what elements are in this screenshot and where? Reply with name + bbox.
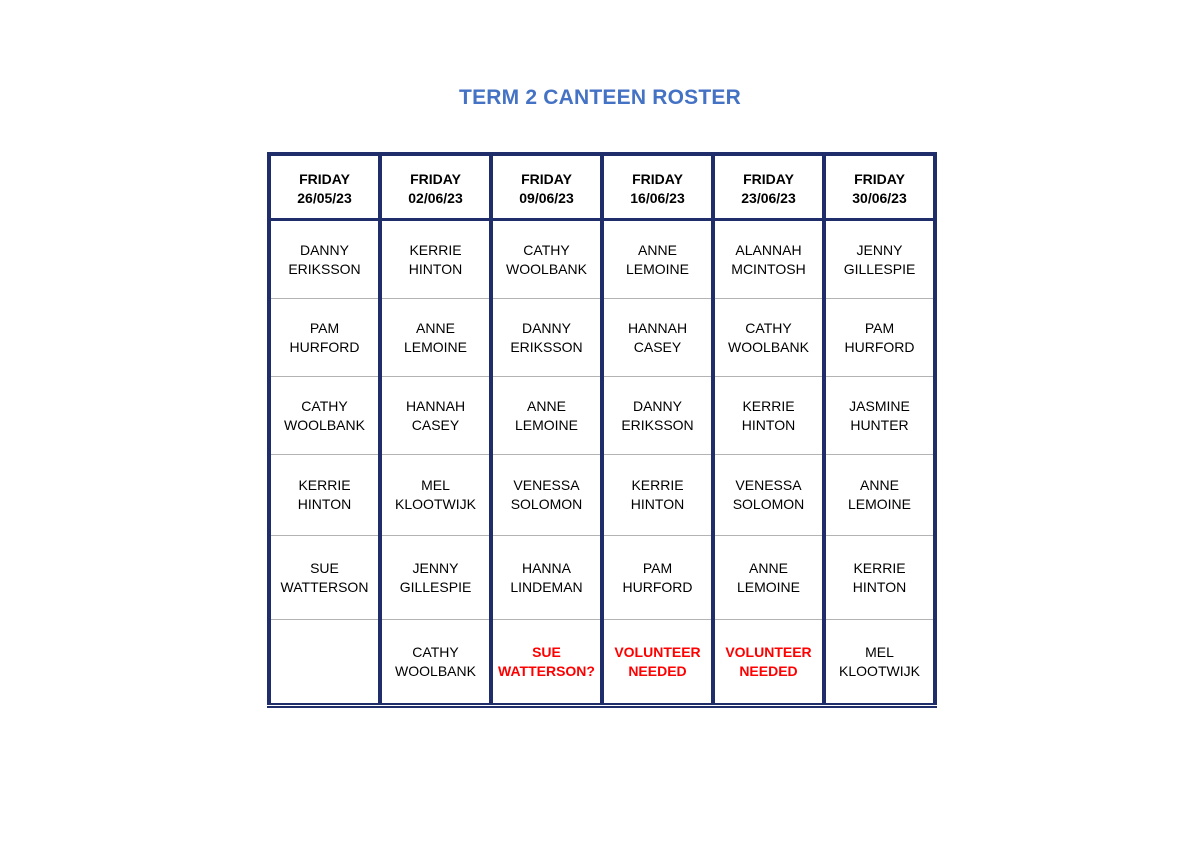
last-name: HINTON [630,496,685,512]
last-name: WATTERSON [280,578,369,595]
roster-cell [380,299,491,377]
last-name: CASEY [411,416,460,433]
last-name: KLOOTWIJK [395,496,476,512]
first-name: DANNY [521,319,571,336]
roster-cell [269,299,380,377]
roster-cell [269,220,380,299]
roster-cell [713,220,824,299]
roster-cell [824,536,935,620]
roster-cell [824,220,935,299]
first-name: HANNA [521,559,571,576]
last-name: HURFORD [622,578,693,595]
roster-cell [269,536,380,620]
roster-cell [602,220,713,299]
first-name: CATHY [301,397,348,414]
last-name: HINTON [297,496,352,512]
first-name: MEL [865,643,894,660]
roster-cell [491,220,602,299]
last-name: MCINTOSH [731,260,806,277]
roster-table [267,152,937,708]
roster-cell [713,377,824,455]
roster-cell [491,299,602,377]
first-name: HANNAH [627,319,688,336]
header-day: FRIDAY [521,171,572,187]
table-row [269,620,935,706]
last-name: ERIKSSON [510,338,583,355]
last-name: LINDEMAN [510,578,583,595]
header-date: 23/06/23 [741,190,796,206]
first-name: DANNY [632,397,682,414]
first-name: CATHY [412,643,459,660]
header-day: FRIDAY [854,171,905,187]
roster-cell [824,299,935,377]
first-name: KERRIE [631,477,684,493]
last-name: WOOLBANK [395,662,476,679]
first-name: ANNE [416,319,455,336]
roster-cell [713,299,824,377]
last-name: WOOLBANK [506,260,587,277]
first-name: CATHY [523,241,570,258]
header-date: 16/06/23 [630,190,685,206]
roster-cell [713,455,824,536]
header-day: FRIDAY [743,171,794,187]
last-name: HINTON [852,578,907,595]
roster-cell [380,220,491,299]
roster-cell [602,377,713,455]
volunteer-needed-cell [602,620,713,706]
first-name: VENESSA [735,477,802,493]
first-name: VENESSA [513,477,580,493]
roster-cell [491,455,602,536]
table-row [269,536,935,620]
last-name: KLOOTWIJK [839,662,920,679]
first-name: SUE [310,559,339,576]
roster-cell [713,536,824,620]
table-row [269,299,935,377]
roster-cell [491,377,602,455]
column-header [602,154,713,220]
last-name: HURFORD [844,338,915,355]
first-name: ANNE [749,559,788,576]
first-name: KERRIE [409,241,462,258]
header-day: FRIDAY [299,171,350,187]
first-name: ANNE [860,477,899,493]
header-day: FRIDAY [410,171,461,187]
page-title: TERM 2 CANTEEN ROSTER [459,86,741,109]
first-name: DANNY [299,241,349,258]
last-name: HINTON [741,416,796,433]
header-date: 30/06/23 [852,190,907,206]
first-name: HANNAH [405,397,466,414]
last-name: LEMOINE [847,496,911,512]
header-date: 02/06/23 [408,190,463,206]
last-name: LEMOINE [736,578,800,595]
table-row [269,220,935,299]
roster-cell [824,377,935,455]
first-name: SUE [532,643,561,660]
first-name: KERRIE [853,559,906,576]
roster-cell [602,299,713,377]
roster-cell [380,536,491,620]
first-name: ANNE [638,241,677,258]
header-date: 09/06/23 [519,190,574,206]
header-day: FRIDAY [632,171,683,187]
first-name: PAM [864,319,895,336]
last-name: WATTERSON? [498,662,595,679]
first-name: JENNY [856,241,903,258]
last-name: SOLOMON [732,496,805,512]
first-name: PAM [309,319,340,336]
volunteer-label: VOLUNTEER [614,643,701,660]
last-name: LEMOINE [625,260,689,277]
column-header [380,154,491,220]
first-name: ALANNAH [735,241,802,258]
roster-cell [380,620,491,706]
first-name: CATHY [745,319,792,336]
column-header [491,154,602,220]
roster-cell [269,377,380,455]
last-name: HINTON [408,260,463,277]
first-name: KERRIE [298,477,351,493]
first-name: JENNY [412,559,459,576]
last-name: LEMOINE [403,338,467,355]
first-name: PAM [642,559,673,576]
volunteer-label: VOLUNTEER [725,643,812,660]
last-name: HUNTER [850,416,909,433]
roster-cell [602,536,713,620]
last-name: HURFORD [289,338,360,355]
last-name: GILLESPIE [843,260,916,277]
needed-label: NEEDED [739,662,798,679]
first-name: JASMINE [849,397,910,414]
last-name: WOOLBANK [728,338,809,355]
empty-roster-cell [269,620,380,706]
roster-cell [269,455,380,536]
roster-cell [824,455,935,536]
column-header [269,154,380,220]
roster-cell [380,377,491,455]
last-name: GILLESPIE [399,578,472,595]
last-name: LEMOINE [514,416,578,433]
roster-cell [380,455,491,536]
first-name: MEL [421,477,450,493]
table-row [269,455,935,536]
header-row [269,154,935,220]
last-name: ERIKSSON [288,260,361,277]
volunteer-needed-cell [713,620,824,706]
last-name: ERIKSSON [621,416,694,433]
last-name: SOLOMON [510,496,583,512]
first-name: ANNE [527,397,566,414]
tentative-volunteer-cell [491,620,602,706]
header-date: 26/05/23 [297,190,352,206]
column-header [824,154,935,220]
table-row [269,377,935,455]
roster-cell [491,536,602,620]
first-name: KERRIE [742,397,795,414]
roster-cell [824,620,935,706]
last-name: CASEY [633,338,682,355]
column-header [713,154,824,220]
last-name: WOOLBANK [284,416,365,433]
roster-cell [602,455,713,536]
needed-label: NEEDED [628,662,687,679]
